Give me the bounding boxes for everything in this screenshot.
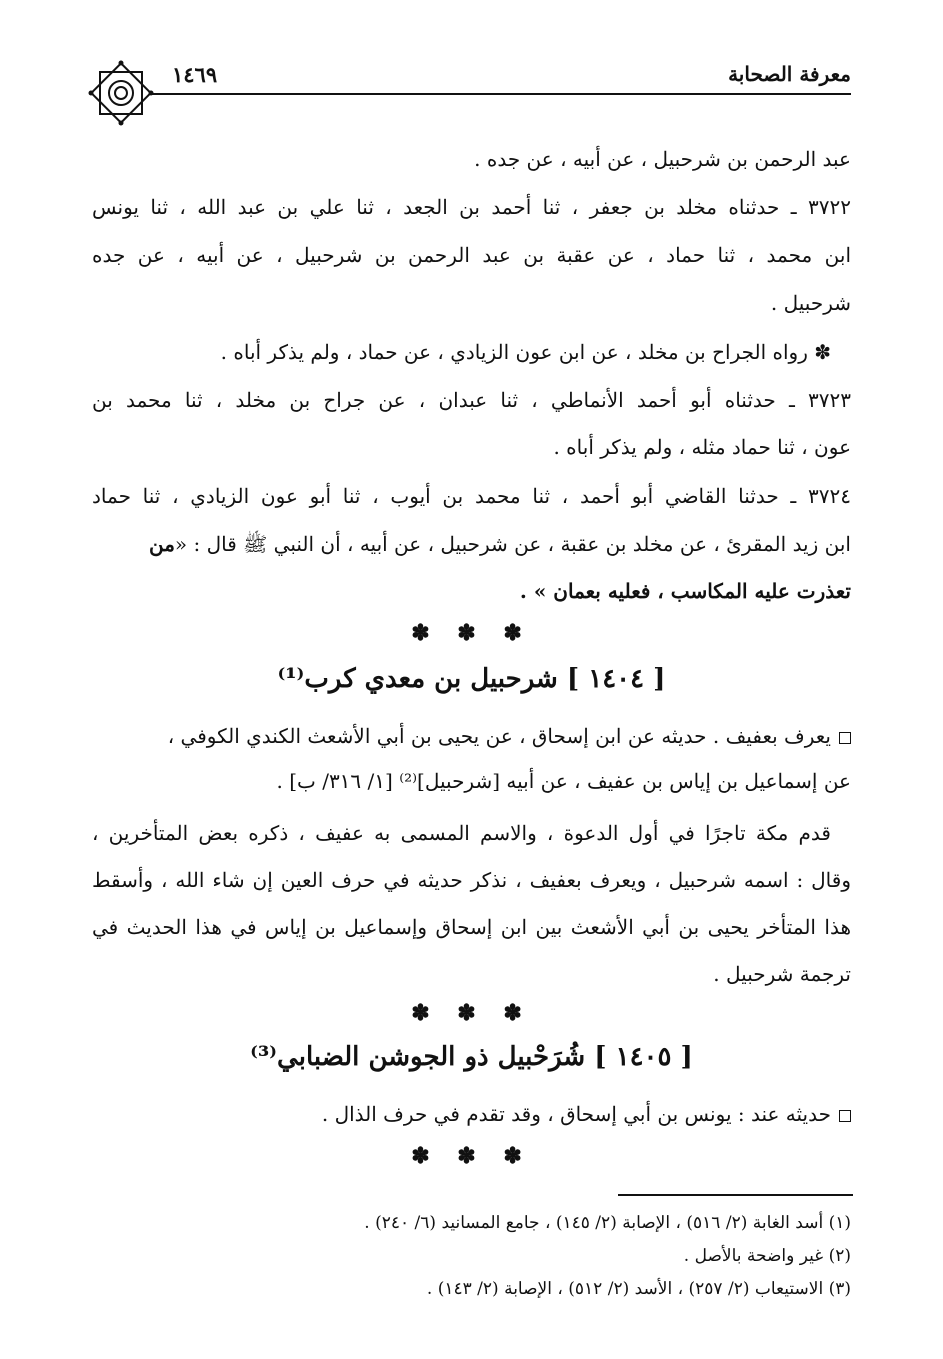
narration-note: ✽ رواه الجراح بن مخلد ، عن ابن عون الزيادي ، عن حماد ، ولم يذكر أباه .	[220, 340, 831, 364]
square-bullet-icon	[839, 1110, 851, 1122]
text-line: ترجمة شرحبيل .	[713, 962, 851, 986]
main-text	[92, 0, 851, 1359]
section-separator: ✽ ✽ ✽	[411, 620, 532, 646]
text-line	[92, 530, 851, 558]
text-line: شرحبيل .	[770, 291, 851, 315]
hadith-text-start: من	[148, 532, 175, 556]
section-separator: ✽ ✽ ✽	[411, 1000, 532, 1026]
text-segment: حديثه عند : يونس بن أبي إسحاق ، وقد تقدم في حرف الذال .	[321, 1102, 831, 1126]
square-bullet-icon	[839, 732, 851, 744]
footnote-1: (١) أسد الغابة (٢/ ٥١٦) ، الإصابة (٢/ ١٤٥) ، جامع المسانيد (٦/ ٢٤٠) .	[364, 1213, 851, 1233]
running-title: معرفة الصحابة	[728, 62, 851, 86]
text-line: عبد الرحمن بن شرحبيل ، عن أبيه ، عن جده .	[474, 147, 851, 171]
footnote-2: (٢) غير واضحة بالأصل .	[683, 1246, 851, 1266]
hadith-text: تعذرت عليه المكاسب ، فعليه بعمان » .	[519, 579, 851, 603]
text-segment: ابن زيد المقرئ ، عن مخلد بن عقبة ، عن شرحبيل ، عن أبيه ، أن النبي ﷺ قال : «	[174, 532, 851, 556]
text-line: عن إسماعيل بن إياس بن عفيف ، عن أبيه [شرحبيل]⁽²⁾ [١/ ٣١٦/ ب] .	[276, 769, 851, 793]
text-segment: يعرف بعفيف . حديثه عن ابن إسحاق ، عن يحيى بن أبي الأشعث الكندي الكوفي ،	[167, 724, 831, 748]
text-line: عون ، ثنا حماد مثله ، ولم يذكر أباه .	[553, 435, 851, 459]
entry-heading-1405: [ ١٤٠٥ ] شُرَحْبيل ذو الجوشن الضبابي⁽³⁾	[250, 1042, 693, 1072]
text-line: وقال : اسمه شرحبيل ، ويعرف بعفيف ، نذكر حديثه في حرف العين إن شاء الله ، وأسقط	[92, 868, 851, 892]
hadith-3723: ٣٧٢٣ ـ حدثناه أبو أحمد الأنماطي ، ثنا عبدان ، عن جراح بن مخلد ، ثنا محمد بن	[92, 388, 851, 412]
text-line: هذا المتأخر يحيى بن أبي الأشعث بين ابن إسحاق وإسماعيل بن إياس في هذا الحديث في	[92, 915, 851, 939]
section-separator: ✽ ✽ ✽	[411, 1143, 532, 1169]
text-line: قدم مكة تاجرًا في أول الدعوة ، والاسم المسمى به عفيف ، ذكره بعض المتأخرين ،	[92, 821, 831, 845]
footnote-3: (٣) الاستيعاب (٢/ ٢٥٧) ، الأسد (٢/ ٥١٢) ، الإصابة (٢/ ١٤٣) .	[426, 1279, 851, 1299]
footnote-rule	[618, 1194, 853, 1196]
text-line: ابن محمد ، ثنا حماد ، عن عقبة بن عبد الرحمن بن شرحبيل ، عن أبيه ، عن جده	[92, 243, 851, 267]
page-number: ١٤٦٩	[172, 62, 218, 87]
entry-heading-1404: [ ١٤٠٤ ] شرحبيل بن معدي كرب⁽¹⁾	[277, 664, 666, 694]
text-line	[92, 1100, 851, 1128]
text-line	[92, 722, 851, 750]
hadith-3722: ٣٧٢٢ ـ حدثناه مخلد بن جعفر ، ثنا أحمد بن الجعد ، ثنا علي بن عبد الله ، ثنا يونس	[92, 195, 851, 219]
hadith-3724: ٣٧٢٤ ـ حدثنا القاضي أبو أحمد ، ثنا محمد بن أيوب ، ثنا أبو عون الزيادي ، ثنا حماد	[92, 484, 851, 508]
